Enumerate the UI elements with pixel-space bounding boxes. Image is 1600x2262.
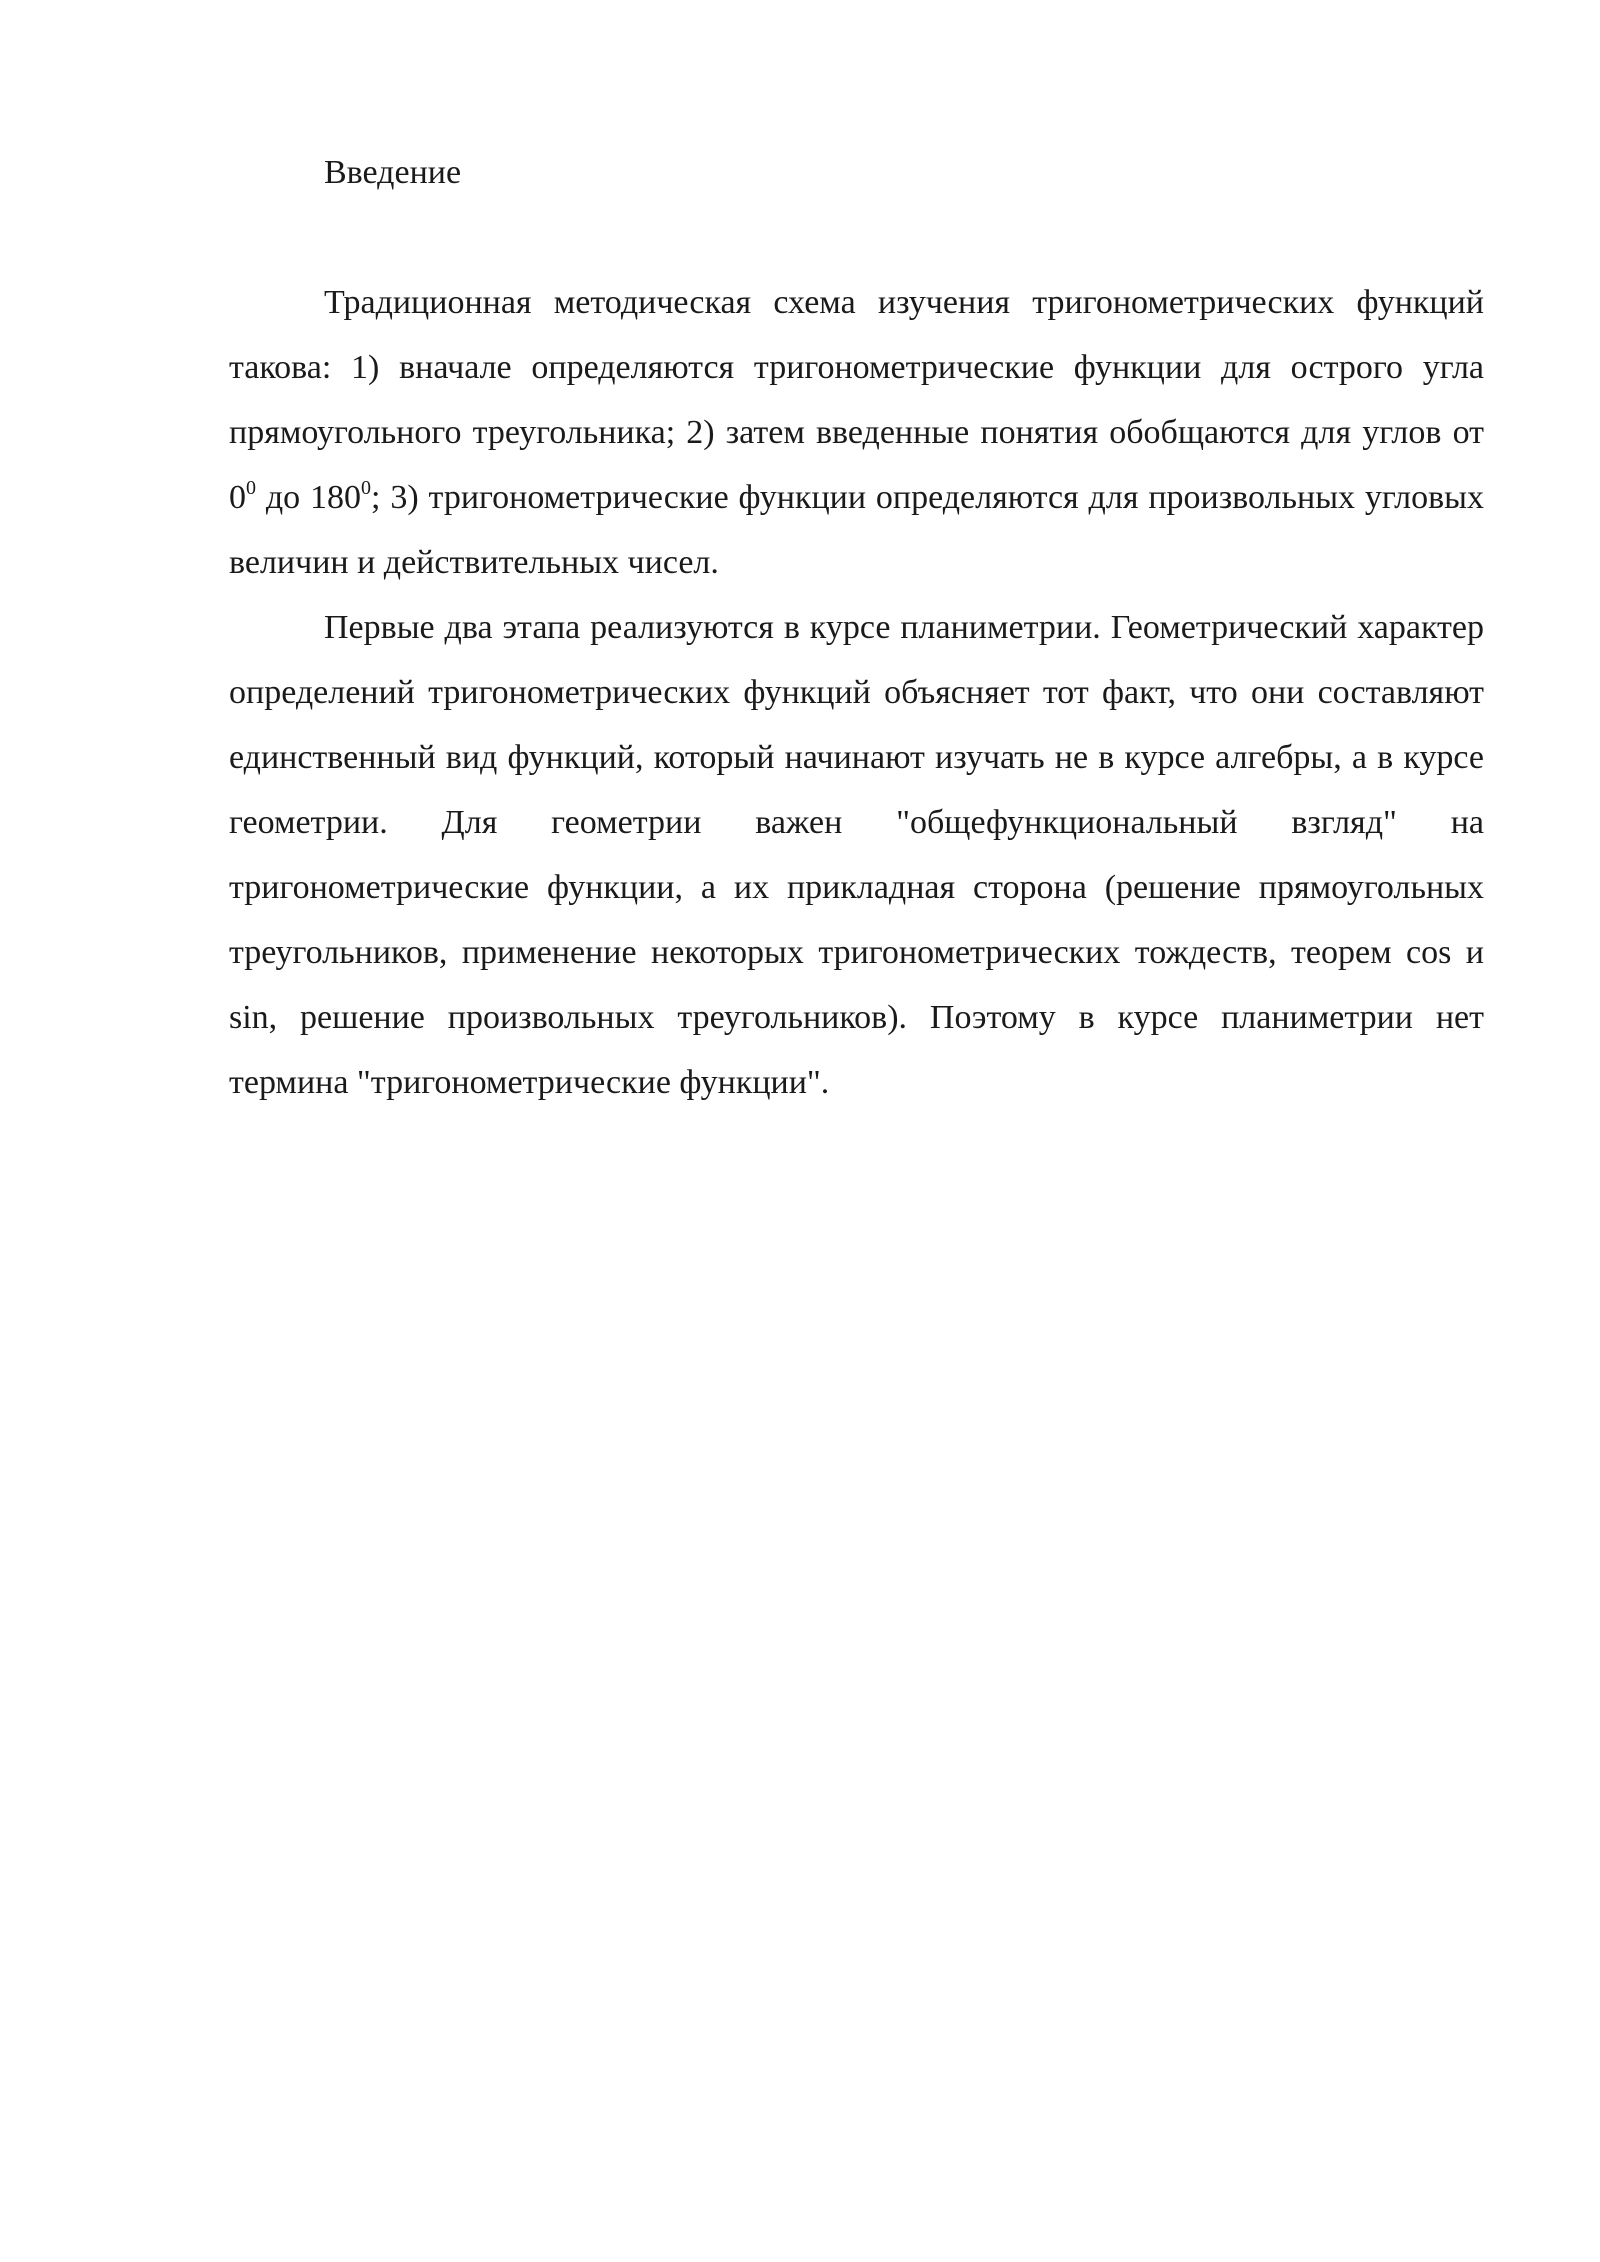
paragraph-1-text-b: до 180 — [256, 479, 362, 516]
paragraph-1 — [229, 270, 1484, 595]
page-content — [229, 140, 1484, 1115]
paragraph-1-text-c: ; 3) тригонометрические функции определяются для произвольных угловых величин и действительных чисел. — [229, 479, 1484, 581]
section-heading: Введение — [324, 154, 462, 191]
paragraph-1-text-a: Традиционная методическая схема изучения тригонометрических функций такова: 1) вначале определяются тригонометрические функции для острого угла прямоугольного треугольника; 2) затем введенные понятия обобщаются для углов от 0 — [229, 284, 1484, 516]
degree-superscript-2: 0 — [361, 477, 372, 499]
degree-superscript-1: 0 — [246, 477, 256, 499]
paragraph-2: Первые два этапа реализуются в курсе планиметрии. Геометрический характер определений тригонометрических функций объясняет тот факт, что они составляют единственный вид функций, который начинают изучать не в курсе алгебры, а в курсе геометрии. Для геометрии важен "общефункциональный взгляд" на тригонометрические функции, а их прикладная сторона (решение прямоугольных треугольников, применение некоторых тригонометрических тождеств, теорем cos и sin, решение произвольных треугольников). Поэтому в курсе планиметрии нет термина "тригонометрические функции". — [229, 609, 1484, 1101]
